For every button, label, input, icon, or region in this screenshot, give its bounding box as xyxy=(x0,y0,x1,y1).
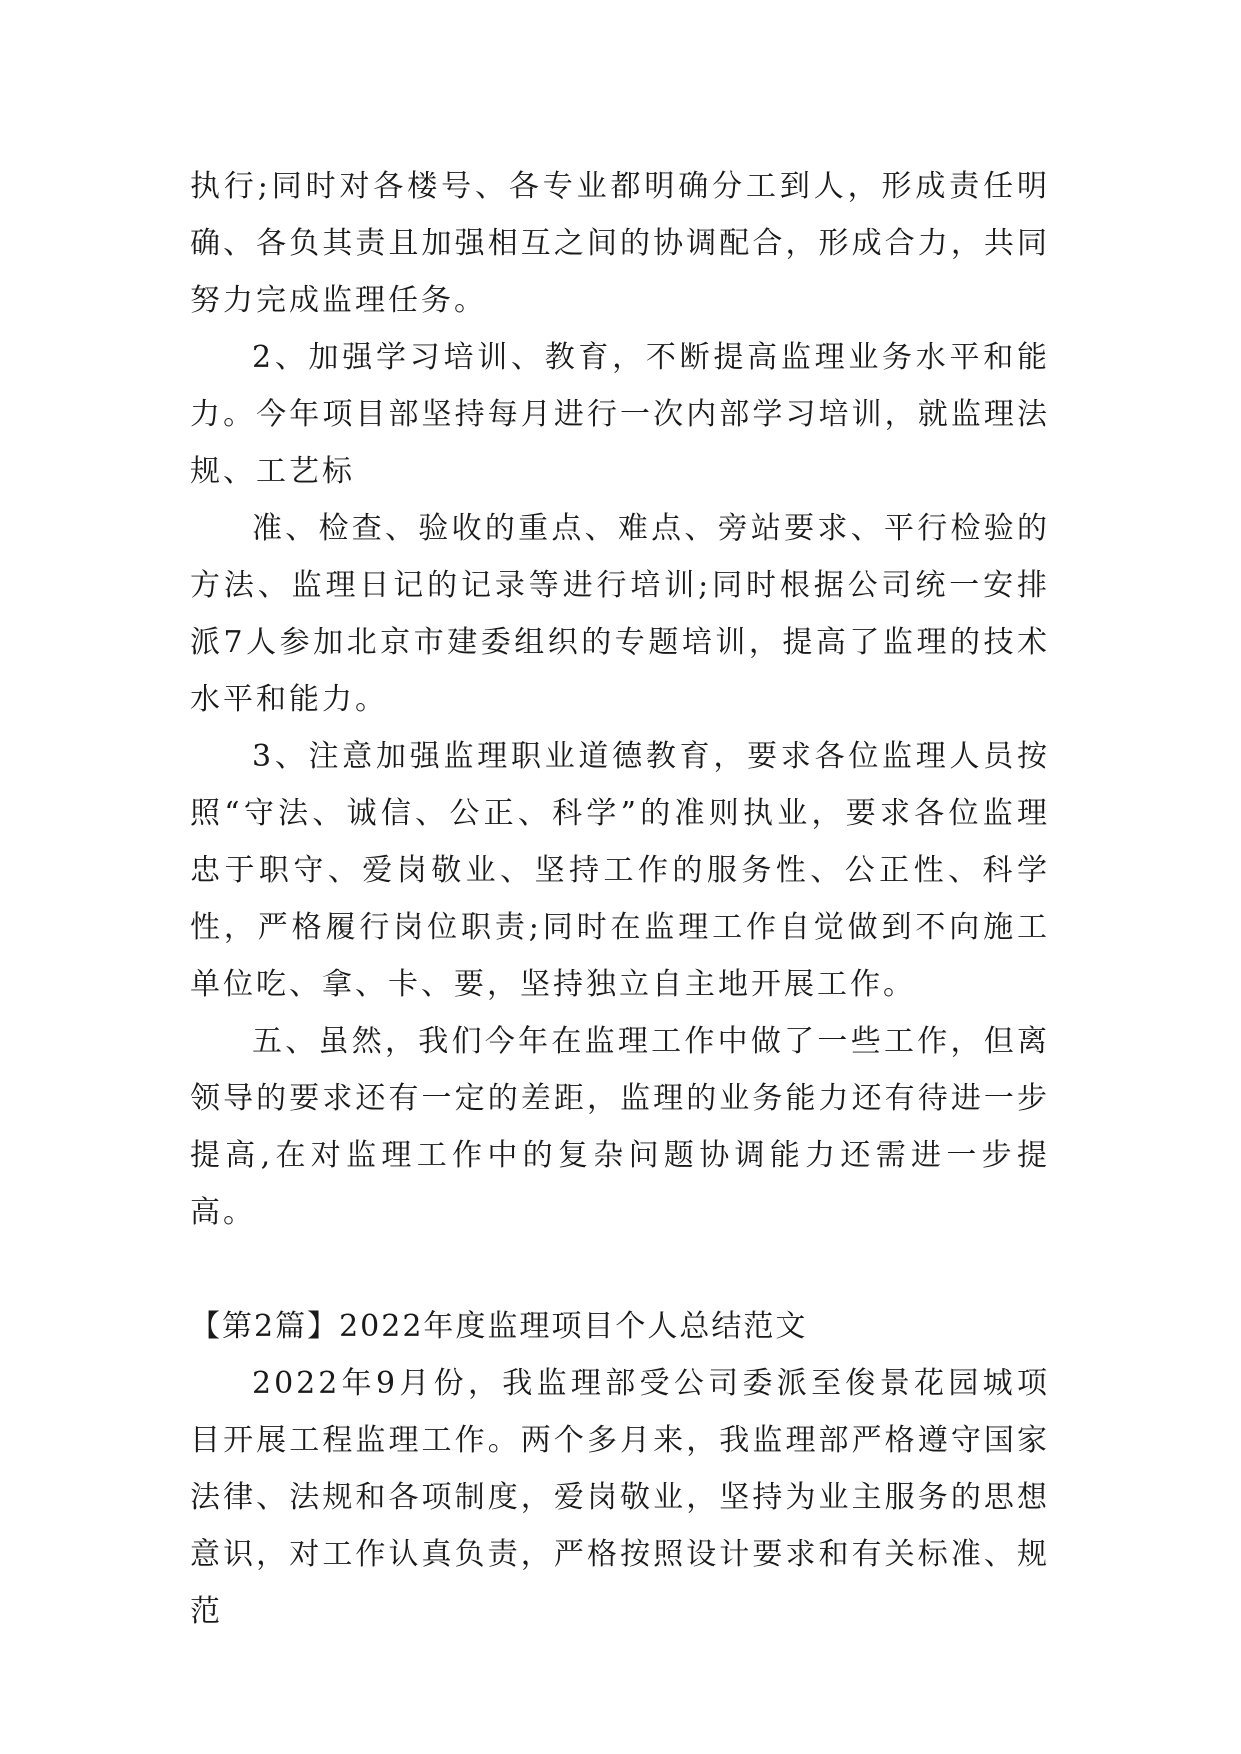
paragraph-item-3: 3、注意加强监理职业道德教育，要求各位监理人员按照“守法、诚信、公正、科学”的准则执业，要求各位监理忠于职守、爱岗敬业、坚持工作的服务性、公正性、科学性，严格履行岗位职责;同时在监理工作自觉做到不向施工单位吃、拿、卡、要，坚持独立自主地开展工作。 xyxy=(190,739,1050,1002)
paragraph-item-2: 2、加强学习培训、教育，不断提高监理业务水平和能力。今年项目部坚持每月进行一次内部学习培训，就监理法规、工艺标 xyxy=(190,340,1050,489)
section-paragraph: 2022年9月份，我监理部受公司委派至俊景花园城项目开展工程监理工作。两个多月来，我监理部严格遵守国家法律、法规和各项制度，爱岗敬业，坚持为业主服务的思想意识，对工作认真负责，严格按照设计要求和有关标准、规范 xyxy=(190,1366,1050,1629)
paragraph-item-5: 五、虽然，我们今年在监理工作中做了一些工作，但离领导的要求还有一定的差距，监理的业务能力还有待进一步提高,在对监理工作中的复杂问题协调能力还需进一步提高。 xyxy=(190,1024,1050,1230)
document-page xyxy=(190,158,1050,1640)
section-heading: 【第2篇】2022年度监理项目个人总结范文 xyxy=(190,1309,808,1344)
paragraph-item-2-continued: 准、检查、验收的重点、难点、旁站要求、平行检验的方法、监理日记的记录等进行培训;同时根据公司统一安排派7人参加北京市建委组织的专题培训，提高了监理的技术水平和能力。 xyxy=(190,511,1050,717)
paragraph-continuation: 执行;同时对各楼号、各专业都明确分工到人，形成责任明确、各负其责且加强相互之间的协调配合，形成合力，共同努力完成监理任务。 xyxy=(190,169,1050,318)
